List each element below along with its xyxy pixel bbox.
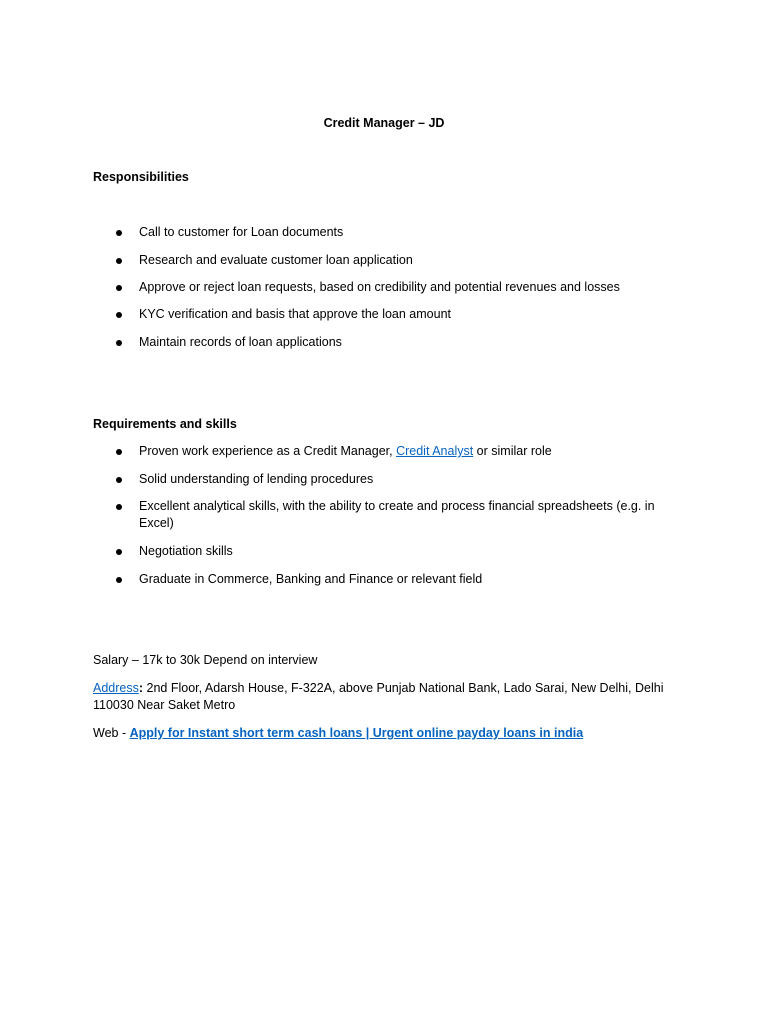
bullet-icon [116, 477, 122, 483]
requirement-item: Negotiation skills [139, 544, 233, 558]
address-line [93, 680, 693, 714]
bullet-icon [116, 340, 122, 346]
responsibility-item: Approve or reject loan requests, based on credibility and potential revenues and losses [139, 280, 620, 294]
requirements-heading: Requirements and skills [93, 417, 237, 431]
bullet-icon [116, 285, 122, 291]
web-link[interactable]: Apply for Instant short term cash loans | Urgent online payday loans in india [129, 726, 584, 740]
web-line [93, 725, 583, 742]
address-colon: : [138, 681, 144, 695]
bullet-icon [116, 449, 122, 455]
responsibility-item: Maintain records of loan applications [139, 335, 342, 349]
requirement-text: or similar role [473, 444, 552, 458]
bullet-icon [116, 577, 122, 583]
bullet-icon [116, 504, 122, 510]
requirement-text: Proven work experience as a Credit Manager, [139, 444, 397, 458]
responsibilities-heading: Responsibilities [93, 170, 189, 184]
requirement-item: Graduate in Commerce, Banking and Finance or relevant field [139, 572, 483, 586]
requirement-item [139, 443, 552, 460]
bullet-icon [116, 549, 122, 555]
responsibility-item: Call to customer for Loan documents [139, 225, 344, 239]
requirement-item: Excellent analytical skills, with the ability to create and process financial spreadsheets (e.g. in Excel) [139, 499, 655, 530]
bullet-icon [116, 230, 122, 236]
bullet-icon [116, 258, 122, 264]
bullet-icon [116, 312, 122, 318]
credit-analyst-link[interactable]: Credit Analyst [396, 444, 474, 458]
requirement-item: Solid understanding of lending procedures [139, 472, 374, 486]
salary-text: Salary – 17k to 30k Depend on interview [93, 653, 318, 667]
address-text: 2nd Floor, Adarsh House, F-322A, above Punjab National Bank, Lado Sarai, New Delhi, Delhi 110030 Near Saket Metro [93, 681, 664, 712]
responsibility-item: Research and evaluate customer loan application [139, 253, 413, 267]
web-prefix: Web - [93, 726, 130, 740]
responsibility-item: KYC verification and basis that approve the loan amount [139, 307, 451, 321]
document-title: Credit Manager – JD [323, 116, 445, 130]
address-link[interactable]: Address [93, 681, 139, 695]
